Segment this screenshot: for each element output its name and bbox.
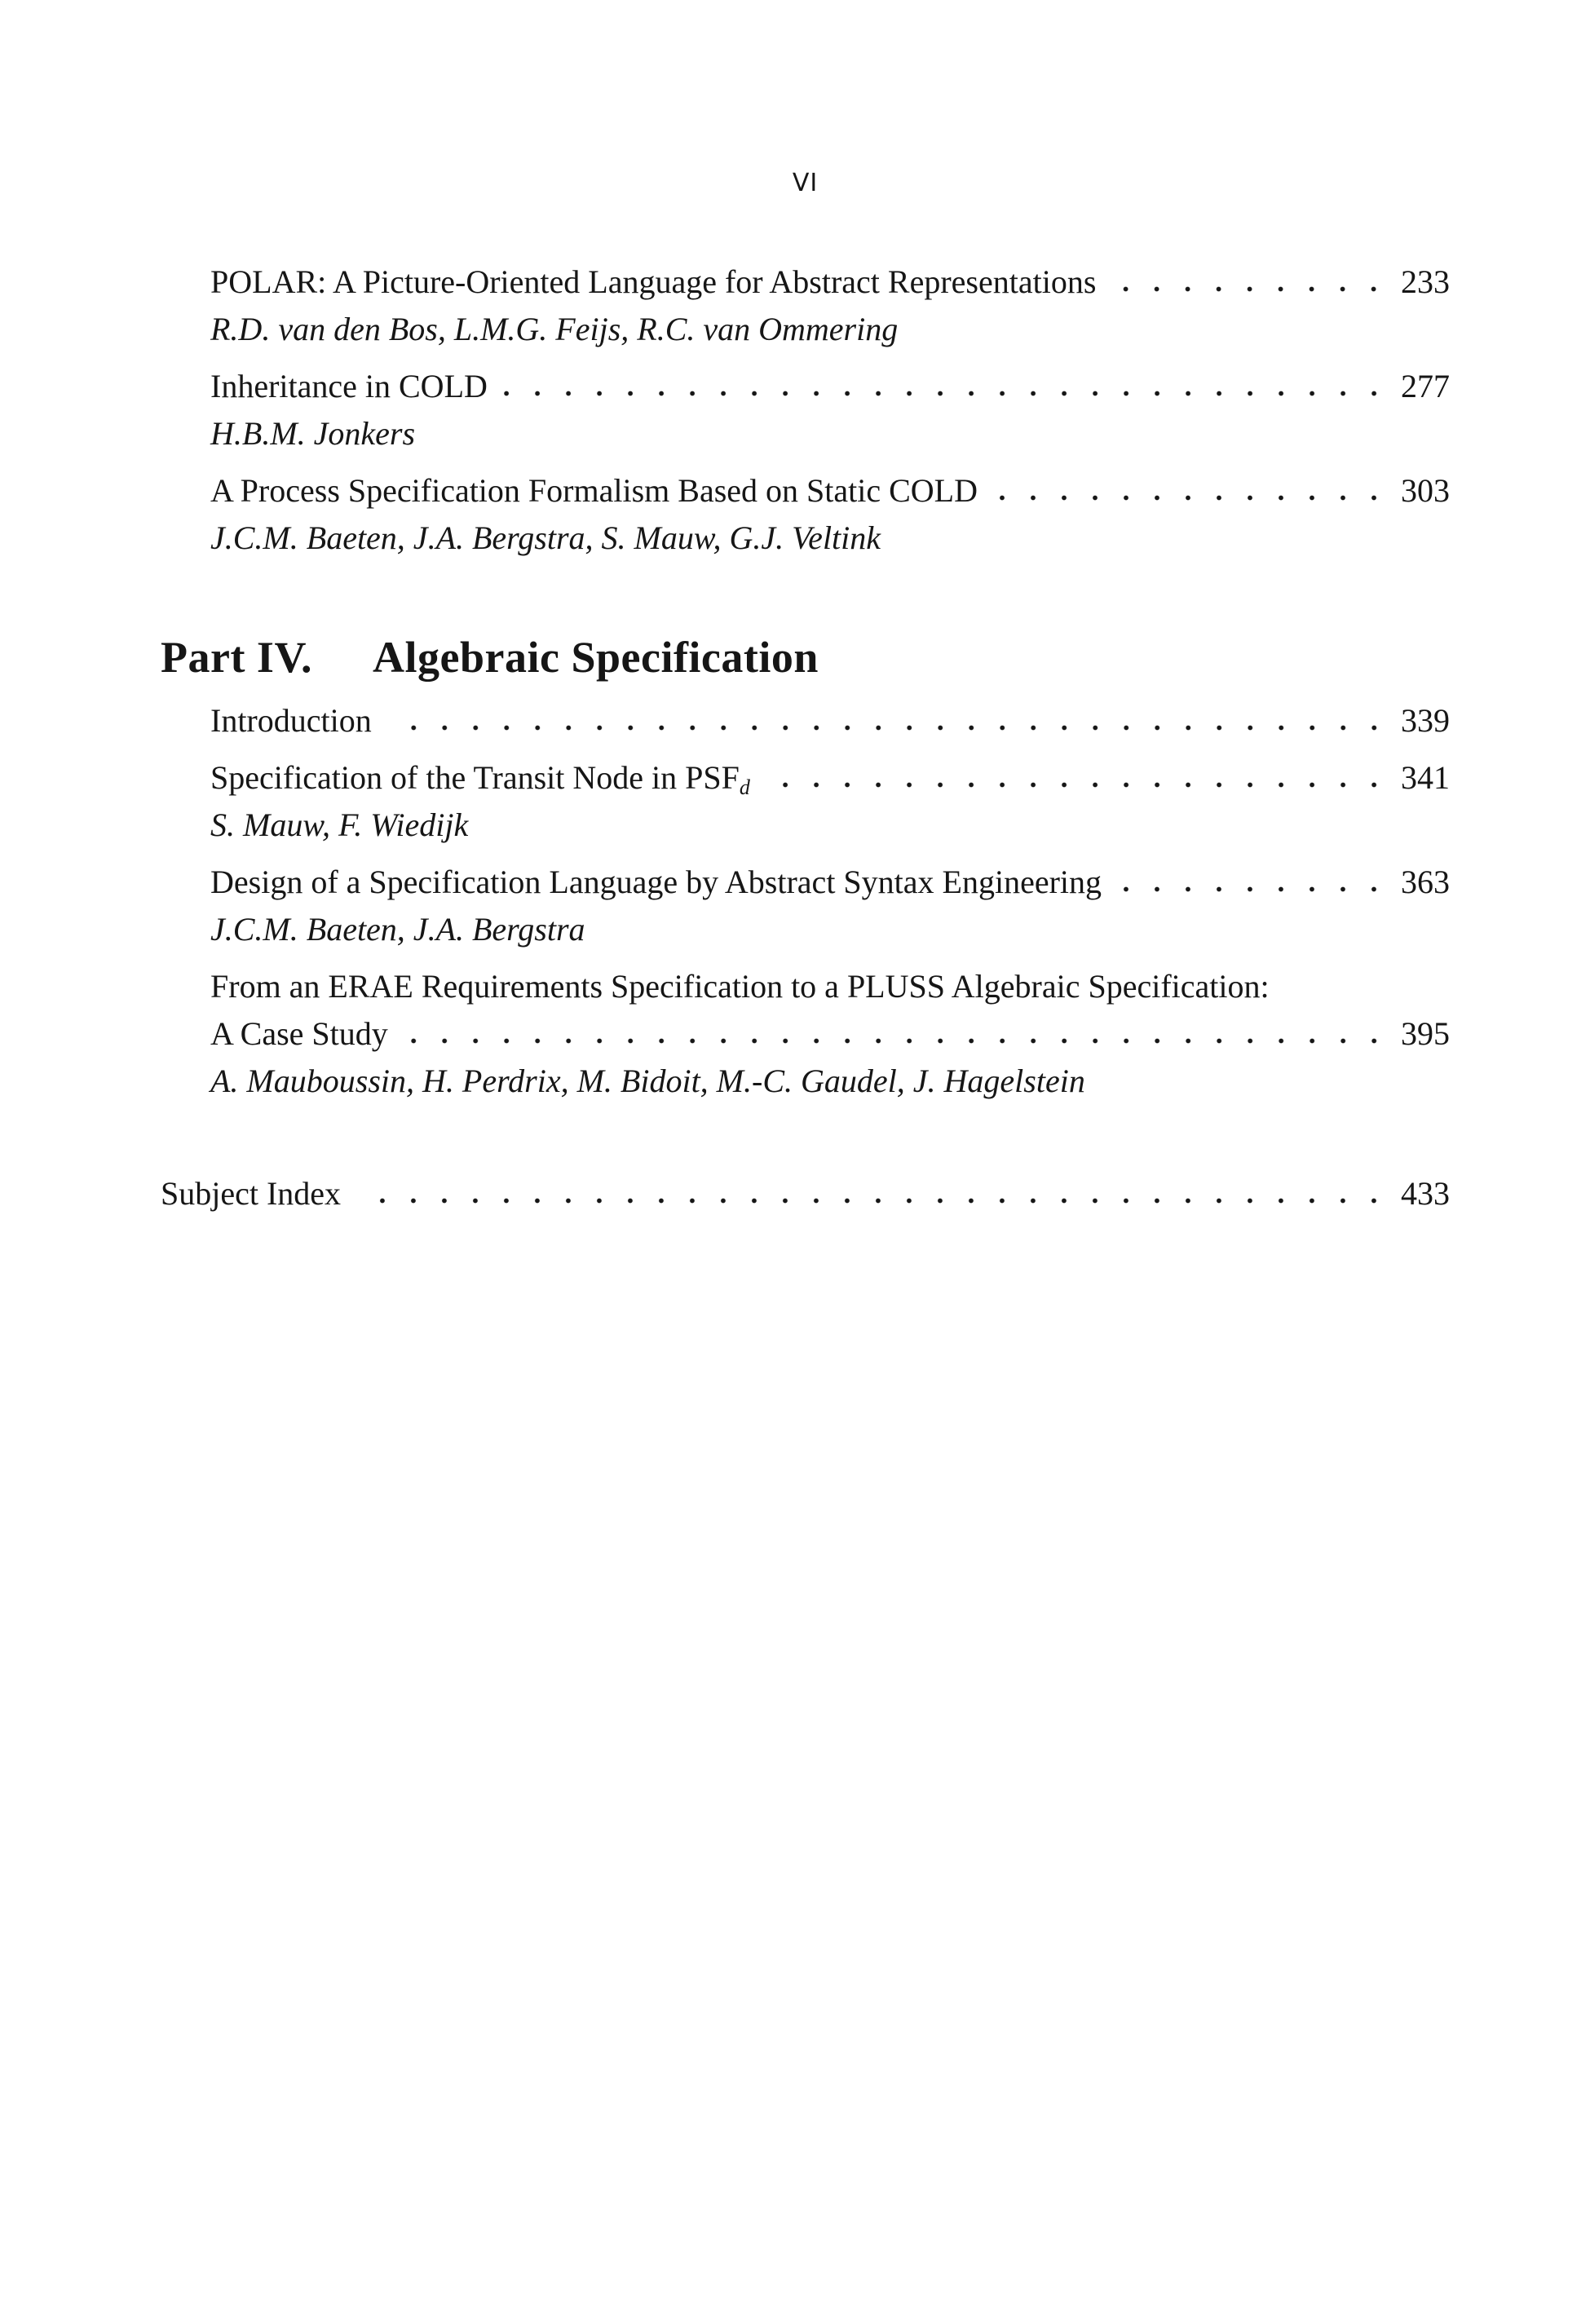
entry-page-number: 233 — [1401, 263, 1450, 300]
entry-title: Design of a Specification Language by Abstract Syntax Engineering — [210, 864, 1102, 900]
toc-entry-line — [210, 1010, 1450, 1058]
entry-title: Inheritance in COLD — [210, 368, 488, 404]
entry-authors: J.C.M. Baeten, J.A. Bergstra — [210, 911, 585, 948]
entry-page-number: 363 — [1401, 864, 1450, 900]
entry-page-number: 395 — [1401, 1015, 1450, 1052]
toc-entry-line — [210, 754, 1450, 802]
toc-entry — [210, 859, 1450, 953]
toc-entry — [210, 467, 1450, 562]
dot-leader — [388, 724, 1389, 731]
entry-authors: A. Mauboussin, H. Perdrix, M. Bidoit, M.-C. Gaudel, J. Hagelstein — [210, 1063, 1085, 1099]
entry-title: Introduction — [210, 702, 372, 739]
page-number: VI — [792, 169, 819, 197]
toc-entry-line — [161, 1170, 1450, 1217]
toc-entry — [210, 363, 1450, 457]
entry-authors: S. Mauw, F. Wiedijk — [210, 806, 469, 843]
dot-leader — [766, 781, 1389, 789]
toc-entry-line — [210, 363, 1450, 410]
dot-leader — [404, 1037, 1389, 1045]
entry-title-second-line: A Case Study — [210, 1015, 388, 1052]
entry-title-base: Specification of the Transit Node in PSF — [210, 759, 740, 796]
entry-authors: H.B.M. Jonkers — [210, 415, 416, 452]
entry-page-number: 303 — [1401, 472, 1450, 509]
part-title: Algebraic Specification — [373, 633, 819, 682]
toc-entry-line — [210, 859, 1450, 906]
entry-authors: R.D. van den Bos, L.M.G. Feijs, R.C. van Ommering — [210, 311, 899, 347]
entry-title-first-line: From an ERAE Requirements Specification to a PLUSS Algebraic Specification: — [210, 968, 1270, 1005]
toc-entry — [210, 754, 1450, 849]
entry-title-subscript: d — [739, 775, 750, 799]
dot-leader — [357, 1197, 1389, 1204]
subject-index-entry — [161, 1170, 1450, 1217]
toc-entry — [210, 697, 1450, 744]
entry-authors: J.C.M. Baeten, J.A. Bergstra, S. Mauw, G.J. Veltink — [210, 519, 881, 556]
toc-entry-line — [210, 258, 1450, 306]
entry-title: Subject Index — [161, 1175, 342, 1212]
part-heading — [161, 630, 1450, 684]
entry-title — [210, 754, 750, 802]
entry-title: A Process Specification Formalism Based on Static COLD — [210, 472, 978, 509]
dot-leader — [994, 494, 1389, 501]
entry-page-number: 277 — [1401, 368, 1450, 404]
toc-entry-line — [210, 467, 1450, 515]
toc-entry — [210, 963, 1450, 1105]
part-label: Part IV. — [161, 633, 312, 682]
toc-entry-line — [210, 697, 1450, 744]
entry-page-number: 339 — [1401, 702, 1450, 739]
dot-leader — [504, 390, 1389, 397]
entry-page-number: 433 — [1401, 1175, 1450, 1212]
entry-page-number: 341 — [1401, 759, 1450, 796]
entry-title: POLAR: A Picture-Oriented Language for Abstract Representations — [210, 263, 1097, 300]
toc-entry — [210, 258, 1450, 353]
dot-leader — [1118, 886, 1389, 893]
dot-leader — [1112, 285, 1389, 293]
table-of-contents — [161, 258, 1450, 1217]
